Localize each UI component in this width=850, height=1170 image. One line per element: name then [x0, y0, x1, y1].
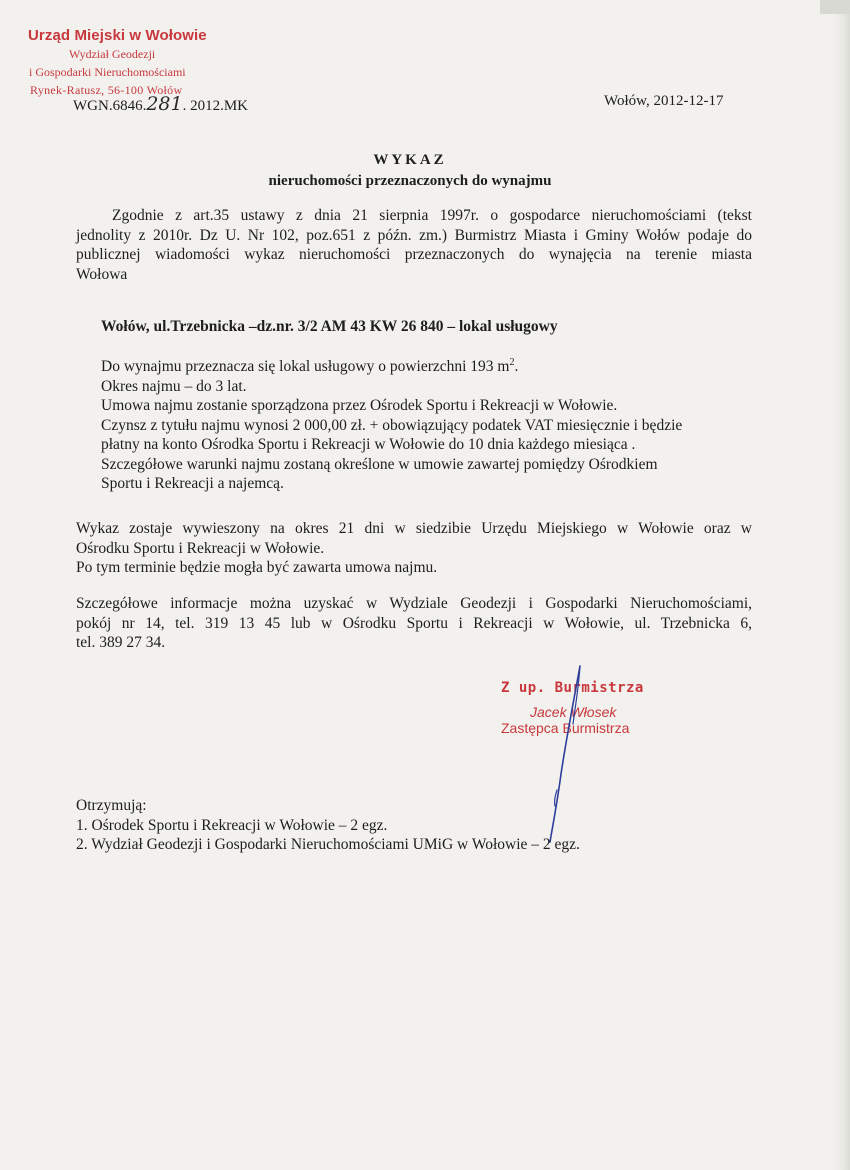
paragraph-line: pokój nr 14, tel. 319 13 45 lub w Ośrodku Sportu i Rekreacji w Wołowie, ul. Trzebnicka 6,: [76, 614, 752, 632]
detail-line: Umowa najmu zostanie sporządzona przez Ośrodek Sportu i Rekreacji w Wołowie.: [101, 397, 618, 415]
property-heading: Wołów, ul.Trzebnicka –dz.nr. 3/2 AM 43 KW 26 840 – lokal usługowy: [101, 318, 558, 335]
area-text: Do wynajmu przeznacza się lokal usługowy o powierzchni 193 m: [101, 358, 510, 376]
property-details: [101, 353, 761, 494]
paper-corner: [820, 0, 850, 14]
paragraph-line: Zgodnie z art.35 ustawy z dnia 21 sierpnia 1997r. o gospodarce nieruchomościami (tekst: [112, 207, 752, 224]
intro-paragraph: [76, 206, 752, 284]
reference-number: [73, 93, 248, 115]
list-item: 2. Wydział Geodezji i Gospodarki Nieruchomościami UMiG w Wołowie – 2 egz.: [76, 836, 580, 853]
paper-edge: [832, 0, 850, 1170]
signature-role: Zastępca Burmistrza: [501, 720, 630, 736]
notice-paragraph: [76, 519, 752, 578]
area-exponent: 2: [509, 357, 515, 368]
recipients-label: Otrzymują:: [76, 797, 147, 814]
detail-line: Okres najmu – do 3 lat.: [101, 377, 247, 395]
paragraph-line: Szczegółowe informacje można uzyskać w Wydziale Geodezji i Gospodarki Nieruchomościami,: [76, 595, 752, 612]
signature-name: Jacek Włosek: [530, 704, 617, 720]
signature-title: Z up. Burmistrza: [501, 680, 644, 696]
contact-paragraph: [76, 594, 752, 653]
document-date: Wołów, 2012-12-17: [604, 93, 724, 109]
paragraph-line: jednolity z 2010r. Dz U. Nr 102, poz.651 z późn. zm.) Burmistrz Miasta i Gminy Wołów podaje do: [76, 226, 752, 244]
recipients-list: [76, 816, 776, 855]
paragraph-line: tel. 389 27 34.: [76, 634, 166, 651]
detail-line: Sportu i Rekreacji a najemcą.: [101, 475, 284, 493]
area-line: [101, 353, 761, 377]
reference-prefix: WGN.6846.: [73, 98, 147, 114]
paragraph-line: Ośrodku Sportu i Rekreacji w Wołowie.: [76, 539, 325, 557]
paragraph-line: Po tym terminie będzie mogła być zawarta umowa najmu.: [76, 559, 438, 576]
paragraph-line: Wykaz zostaje wywieszony na okres 21 dni w siedzibie Urzędu Miejskiego w Wołowie oraz w: [76, 520, 752, 537]
reference-suffix: . 2012.MK: [182, 98, 249, 114]
office-stamp: [28, 27, 228, 98]
document-subtitle: nieruchomości przeznaczonych do wynajmu: [268, 173, 552, 189]
document-title: WYKAZ: [373, 152, 447, 168]
paragraph-line: publicznej wiadomości wykaz nieruchomości przeznaczonych do wynajęcia na terenie miasta: [76, 246, 752, 263]
detail-line: Czynsz z tytułu najmu wynosi 2 000,00 zł. + obowiązujący podatek VAT miesięcznie i będzie: [101, 416, 683, 434]
detail-line: Szczegółowe warunki najmu zostaną określone w umowie zawartej pomiędzy Ośrodkiem: [101, 455, 658, 473]
paragraph-line: Wołowa: [76, 265, 128, 283]
stamp-line-3: i Gospodarki Nieruchomościami: [29, 65, 186, 79]
detail-line: płatny na konto Ośrodka Sportu i Rekreacji w Wołowie do 10 dnia każdego miesiąca .: [101, 436, 636, 454]
recipients-section: [76, 796, 776, 855]
stamp-line-2: Wydział Geodezji: [69, 47, 156, 61]
stamp-line-4: Rynek-Ratusz, 56-100 Wołów: [30, 83, 183, 97]
area-end: .: [514, 358, 519, 376]
stamp-line-1: Urząd Miejski w Wołowie: [28, 27, 207, 44]
reference-handwritten: 281: [146, 93, 183, 115]
list-item: 1. Ośrodek Sportu i Rekreacji w Wołowie – 2 egz.: [76, 816, 388, 834]
